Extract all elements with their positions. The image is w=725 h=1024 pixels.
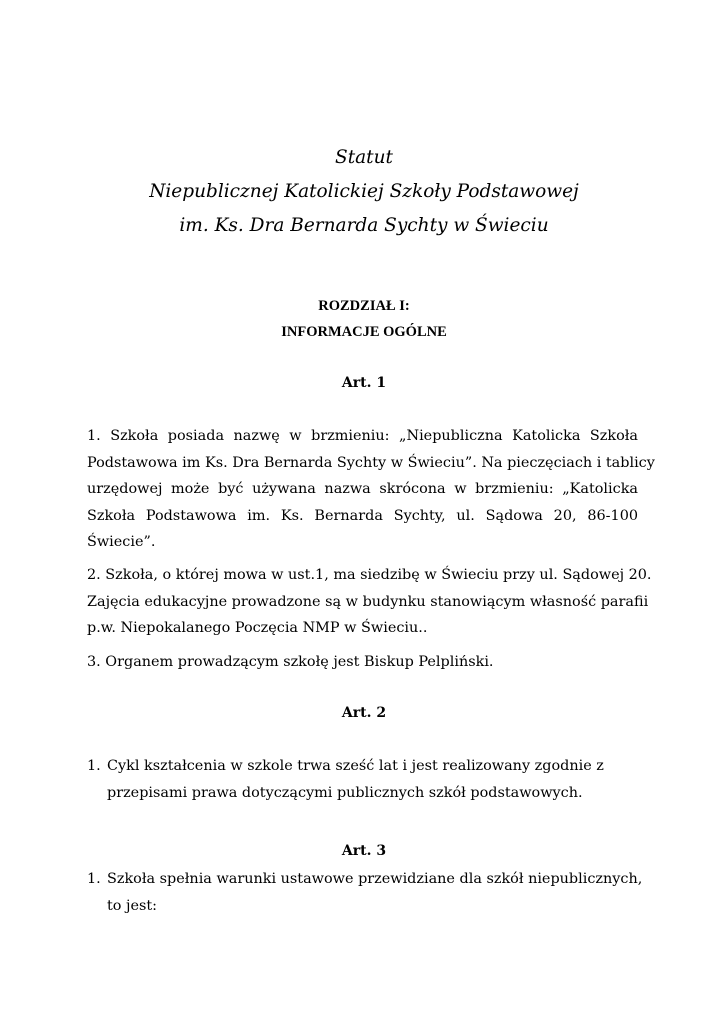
art-1-paragraph-2 (87, 562, 652, 642)
art-3-item-line: to jest: (107, 897, 158, 914)
art-1-heading: Art. 1 (341, 375, 387, 391)
statute-title (0, 141, 725, 243)
art-1-p2-line: p.w. Niepokalanego Poczęcia NMP w Świeciu.. (87, 620, 428, 636)
art-2-heading: Art. 2 (341, 705, 387, 721)
art-1-p2-line: Zajęcia edukacyjne prowadzone są w budynku stanowiącym własność parafii (87, 593, 649, 610)
art-1-p1-line: Szkoła Podstawowa im. Ks. Bernarda Sychty, ul. Sądowa 20, 86-100 (87, 507, 638, 524)
art-1-p2-line: 2. Szkoła, o której mowa w ust.1, ma siedzibę w Świeciu przy ul. Sądowej 20. (87, 567, 652, 583)
art-1-p1-line: Podstawowa im Ks. Dra Bernarda Sychty w Świeciu”. Na pieczęciach i tablicy (87, 454, 655, 471)
art-1-p3-line: 3. Organem prowadzącym szkołę jest Biskup Pelpliński. (87, 654, 494, 670)
art-2-item-line: przepisami prawa dotyczącymi publicznych szkół podstawowych. (107, 784, 583, 801)
art-3-item-line: Szkoła spełnia warunki ustawowe przewidziane dla szkół niepublicznych, (107, 871, 643, 887)
art-1-p1-line: 1. Szkoła posiada nazwę w brzmieniu: „Niepubliczna Katolicka Szkoła (87, 428, 638, 444)
list-number: 1. (87, 758, 101, 774)
art-1-p1-line: Świecie”. (87, 534, 156, 550)
art-1-paragraph-1 (87, 423, 655, 556)
art-2-list-item (87, 753, 640, 806)
art-1-p1-line: urzędowej może być używana nazwa skrócona w brzmieniu: „Katolicka (87, 481, 638, 497)
art-1-paragraph-3 (87, 649, 638, 676)
title-line-2: Niepublicznej Katolickiej Szkoły Podstawowej (149, 181, 579, 202)
title-line-3: im. Ks. Dra Bernarda Sychty w Świeciu (179, 215, 549, 236)
art-3-heading: Art. 3 (341, 843, 387, 859)
art-2-item-line: Cykl kształcenia w szkole trwa sześć lat i jest realizowany zgodnie z (107, 758, 604, 774)
art-3-list-item (87, 866, 643, 919)
title-line-1: Statut (335, 147, 393, 168)
chapter-number: ROZDZIAŁ I: (318, 298, 410, 314)
chapter-name: INFORMACJE OGÓLNE (281, 324, 447, 340)
list-number: 1. (87, 871, 101, 887)
